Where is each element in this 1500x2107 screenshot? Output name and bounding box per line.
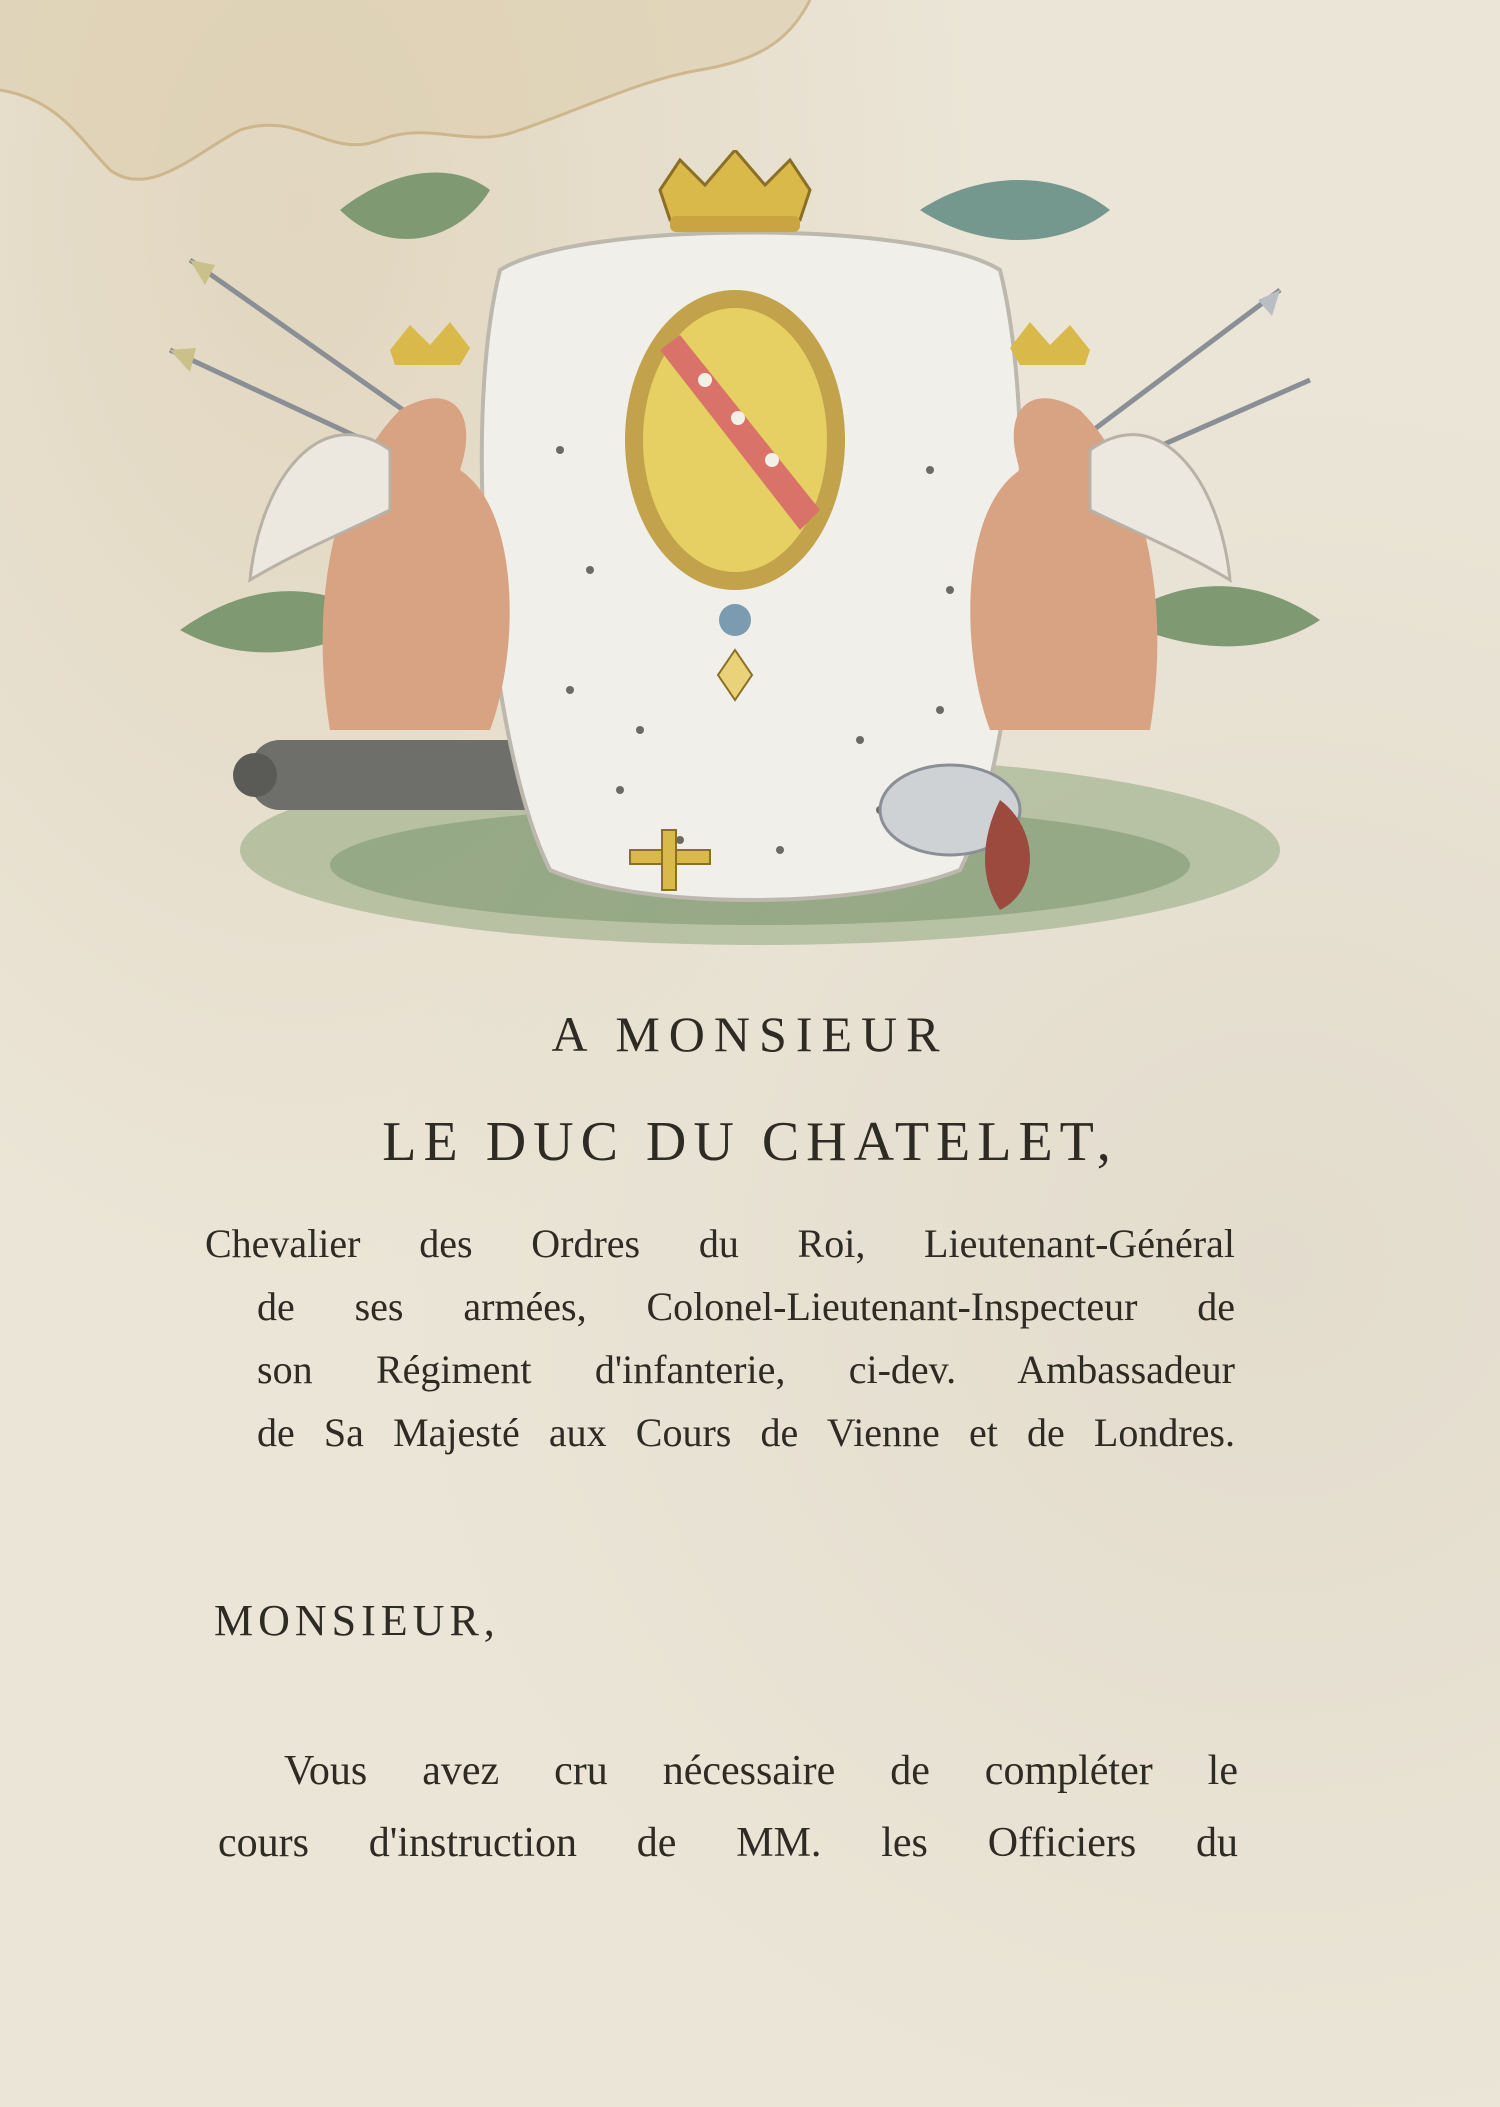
- dedicatee-titles: [205, 1212, 1235, 1464]
- salutation: MONSIEUR,: [214, 1596, 500, 1645]
- body-line: cours d'instruction de MM. les Officiers du: [218, 1820, 1238, 1866]
- title-line: de Sa Majesté aux Cours de Vienne et de Londres.: [257, 1410, 1235, 1455]
- body-paragraph: [218, 1735, 1238, 1879]
- heading-line-1: A MONSIEUR: [551, 1006, 949, 1062]
- coat-of-arms-engraving: [160, 150, 1350, 970]
- body-line: Vous avez cru nécessaire de compléter le: [284, 1748, 1238, 1794]
- title-line: Chevalier des Ordres du Roi, Lieutenant-Général: [205, 1221, 1235, 1266]
- heading-line-2: LE DUC DU CHATELET,: [382, 1111, 1118, 1173]
- title-line: de ses armées, Colonel-Lieutenant-Inspecteur de: [257, 1284, 1235, 1329]
- title-line: son Régiment d'infanterie, ci-dev. Ambassadeur: [257, 1347, 1235, 1392]
